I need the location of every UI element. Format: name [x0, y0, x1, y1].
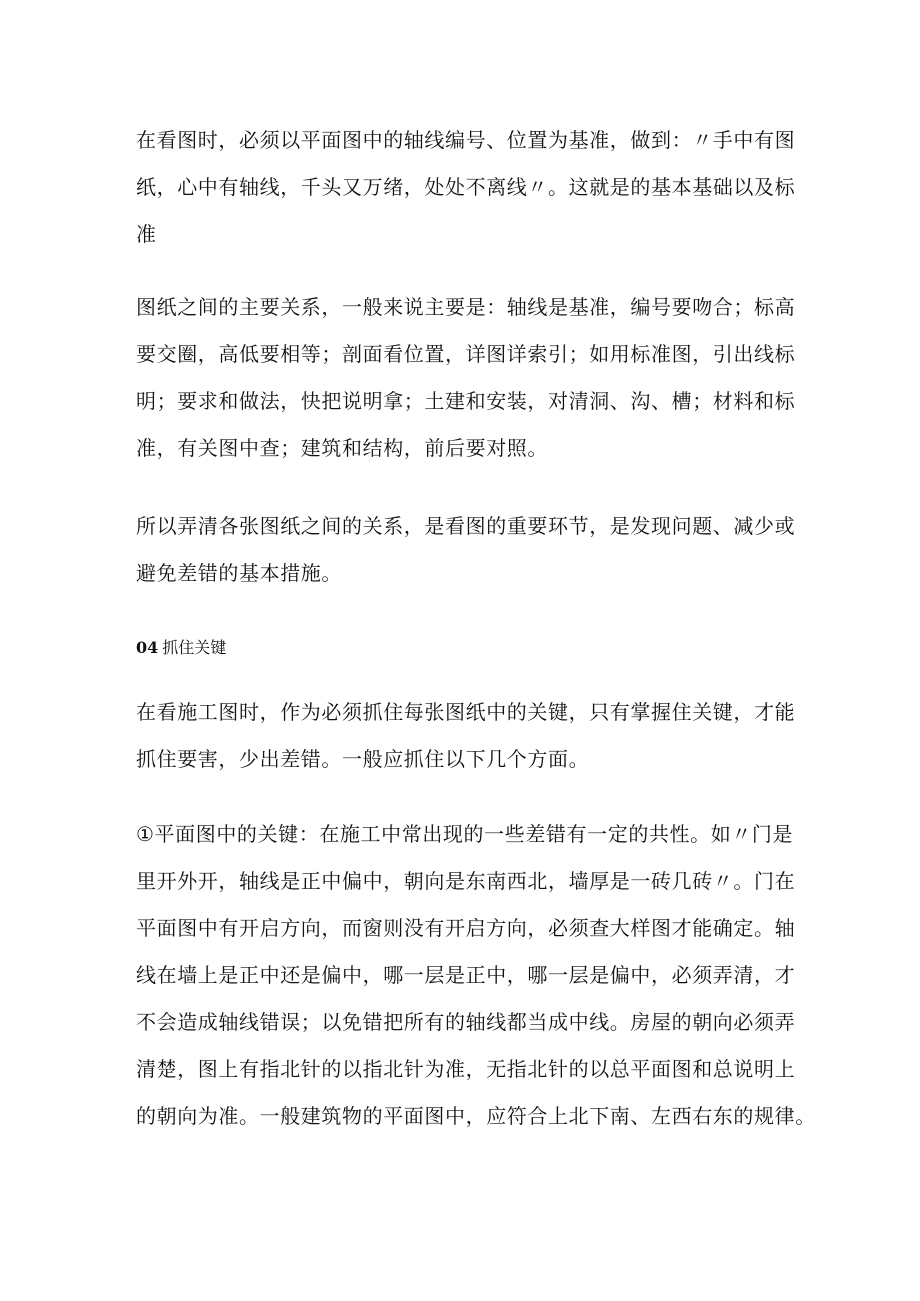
paragraph-line: 平面图中有开启方向，而窗则没有开启方向，必须查大样图才能确定。轴 [136, 916, 796, 940]
paragraph-floor-plan-key [136, 811, 816, 1140]
paragraph-line: 抓住要害，少出差错。一般应抓住以下几个方面。 [136, 747, 590, 771]
paragraph-line: 避免差错的基本措施。 [136, 561, 342, 585]
paragraph-line: 不会造成轴线错误；以免错把所有的轴线都当成中线。房屋的朝向必须弄 [136, 1010, 796, 1034]
paragraph-line: 图纸之间的主要关系，一般来说主要是：轴线是基准，编号要吻合；标高 [136, 295, 796, 319]
paragraph-line: 线在墙上是正中还是偏中，哪一层是正中，哪一层是偏中，必须弄清，才 [136, 963, 796, 987]
paragraph-line: 的朝向为准。一般建筑物的平面图中，应符合上北下南、左西右东的规律。 [136, 1104, 816, 1128]
paragraph-line: 里开外开，轴线是正中偏中，朝向是东南西北，墙厚是一砖几砖〃。门在 [136, 869, 796, 893]
section-title: 抓住关键 [162, 638, 227, 657]
paragraph-line: 所以弄清各张图纸之间的关系，是看图的重要环节，是发现问题、减少或 [136, 514, 796, 538]
paragraph-line: 在看图时，必须以平面图中的轴线编号、位置为基准，做到：〃手中有图 [136, 128, 796, 152]
paragraph-line: 明；要求和做法，快把说明拿；土建和安装，对清洞、沟、槽；材料和标 [136, 389, 796, 413]
paragraph-line: 准，有关图中查；建筑和结构，前后要对照。 [136, 436, 548, 460]
paragraph-axis-reference [136, 117, 796, 258]
paragraph-importance [136, 503, 796, 597]
section-heading [136, 634, 226, 662]
paragraph-grasp-key-points [136, 689, 796, 783]
paragraph-line: ①平面图中的关键：在施工中常出现的一些差错有一定的共性。如〃门是 [136, 822, 794, 846]
paragraph-line: 纸，心中有轴线，千头又万绪，处处不离线〃。这就是的基本基础以及标 [136, 175, 796, 199]
section-number: 04 [136, 638, 159, 657]
paragraph-line: 清楚，图上有指北针的以指北针为准，无指北针的以总平面图和总说明上 [136, 1057, 796, 1081]
paragraph-drawing-relations [136, 284, 796, 472]
paragraph-line: 要交圈，高低要相等；剖面看位置，详图详索引；如用标准图，引出线标 [136, 342, 796, 366]
paragraph-line: 准 [136, 222, 157, 246]
paragraph-line: 在看施工图时，作为必须抓住每张图纸中的关键，只有掌握住关键，才能 [136, 700, 796, 724]
